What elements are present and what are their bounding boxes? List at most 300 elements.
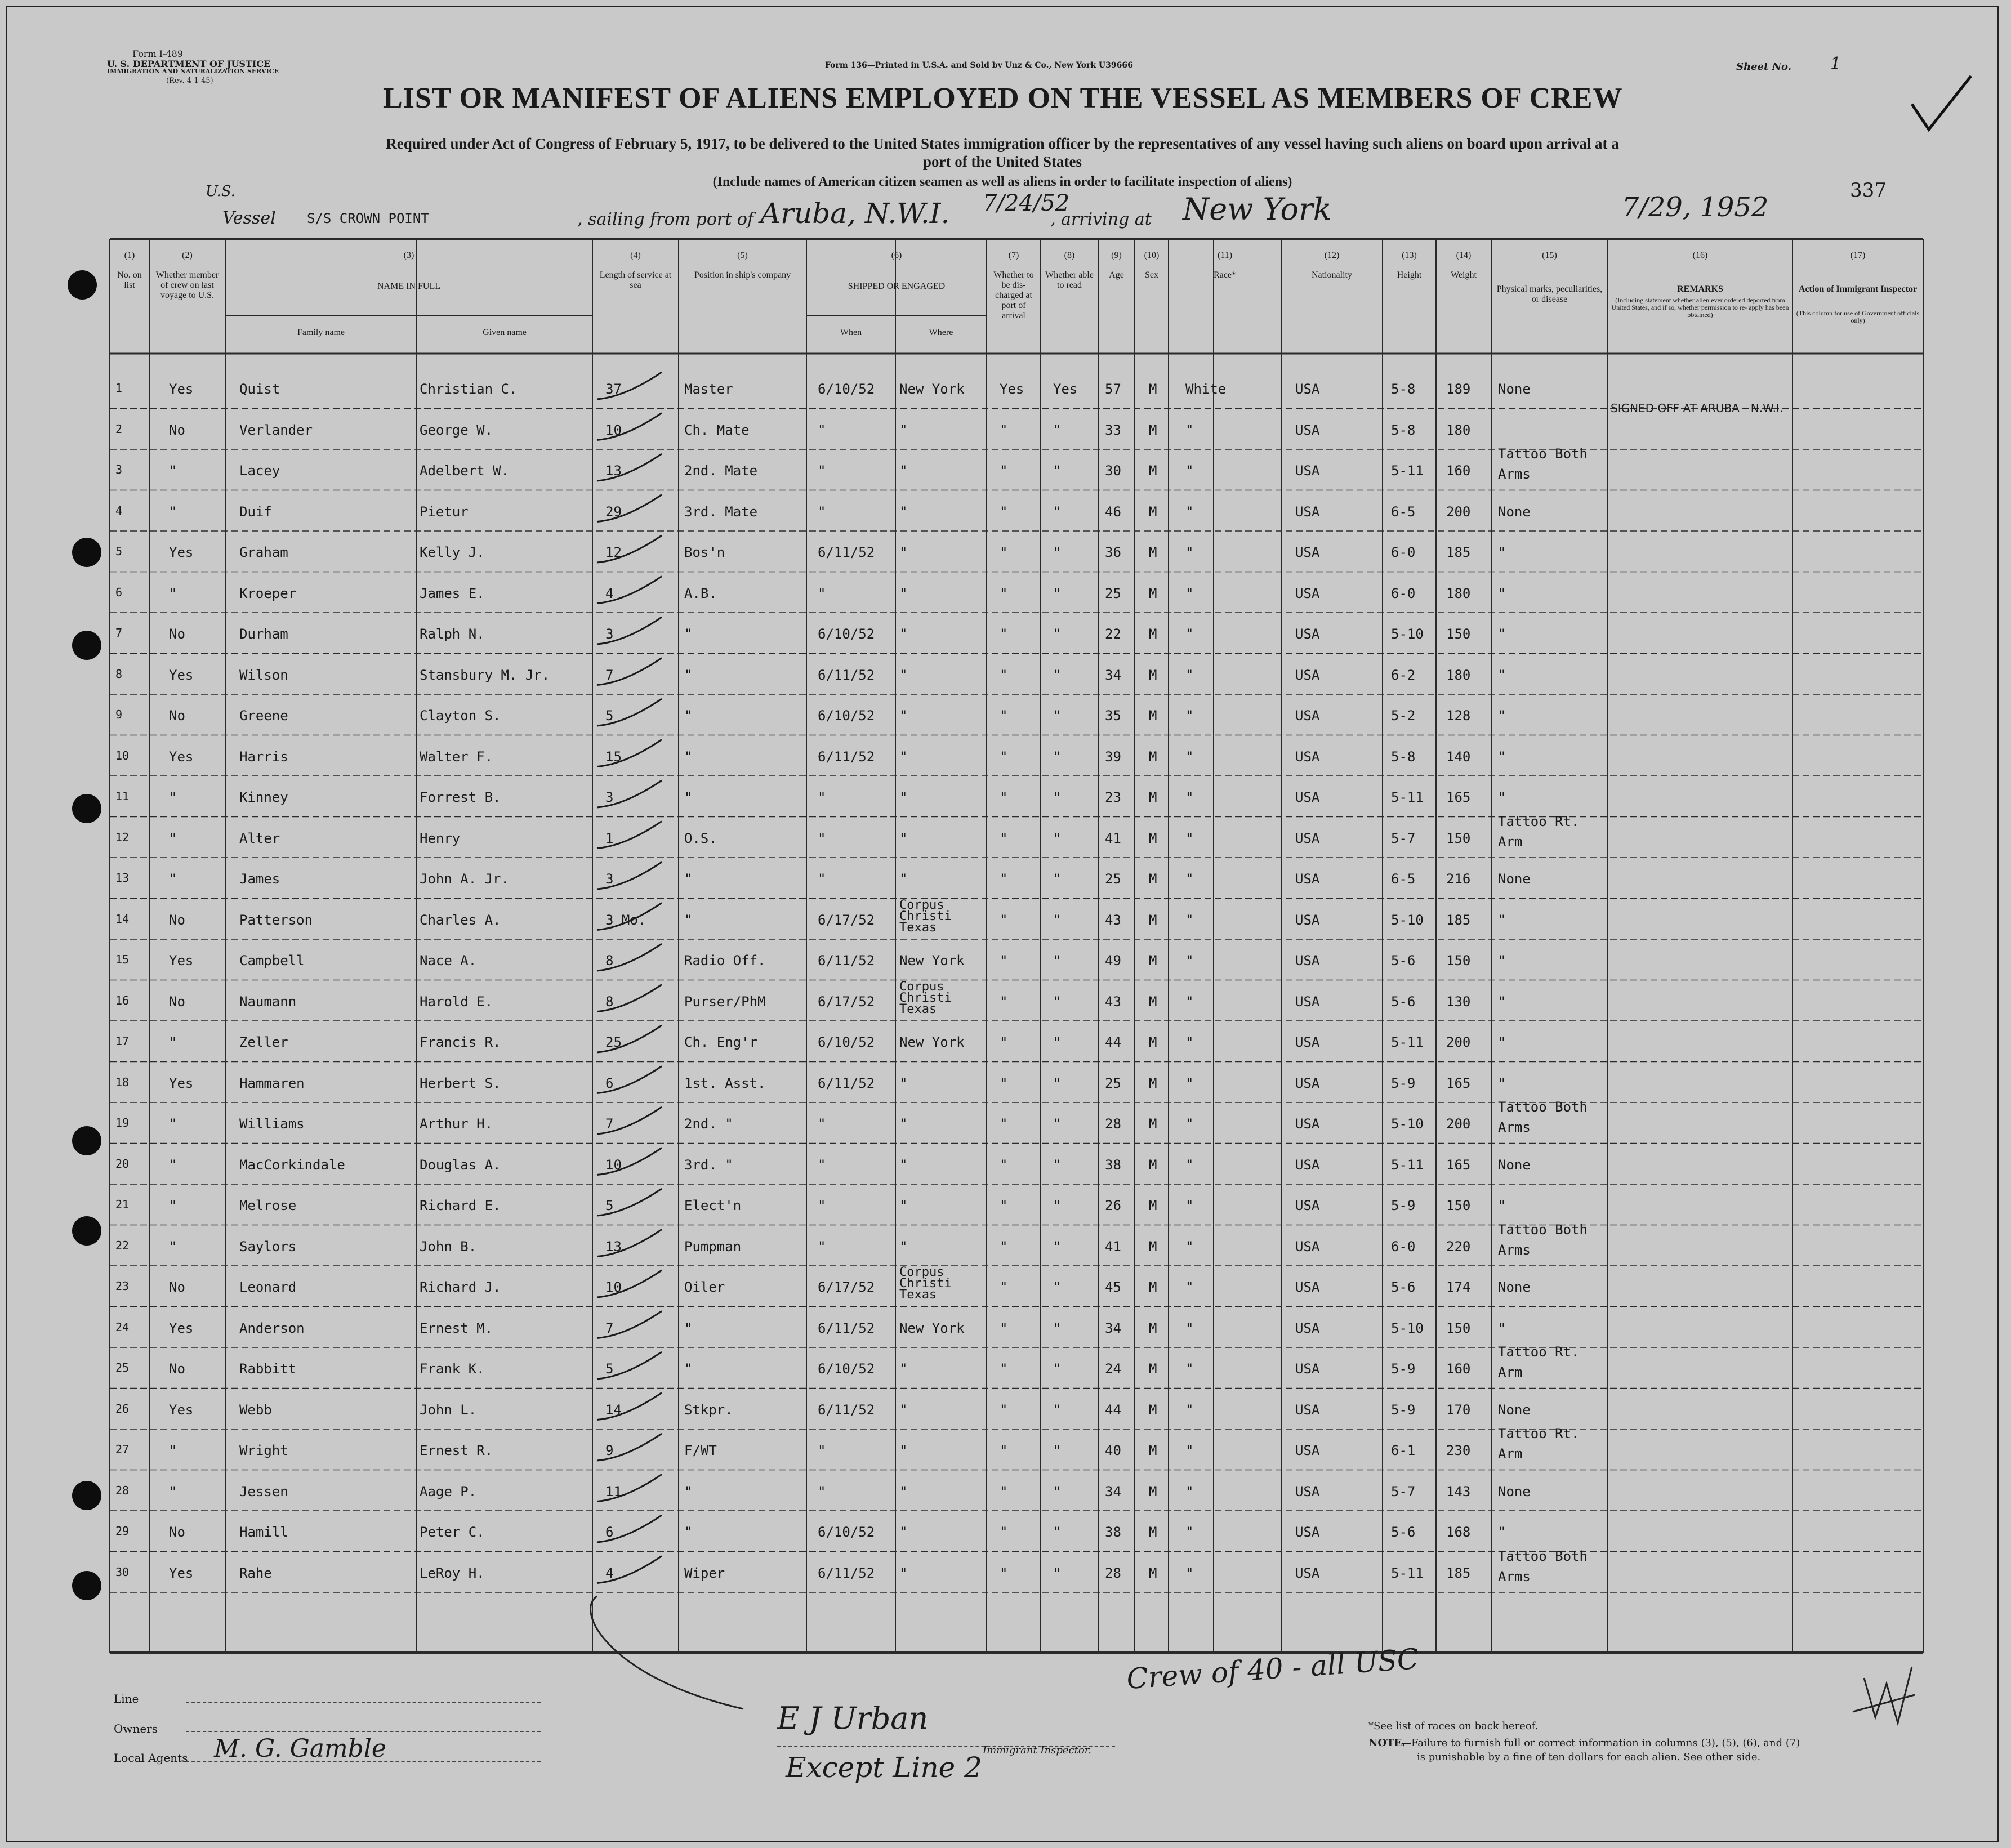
discharge: ": [1000, 463, 1008, 479]
column-header: Nationality: [1312, 270, 1352, 280]
last-voyage: No: [169, 993, 185, 1010]
race: ": [1185, 1198, 1194, 1213]
shipped-when: 6/11/52: [818, 748, 875, 765]
sex: M: [1149, 1116, 1157, 1132]
discharge: ": [1000, 1198, 1008, 1213]
nationality: USA: [1295, 789, 1320, 805]
height: 6-0: [1391, 1238, 1416, 1255]
shipped-when: ": [818, 1443, 826, 1458]
sailing-label: , sailing from port of: [577, 209, 754, 229]
nationality: USA: [1295, 585, 1320, 601]
weight: 165: [1446, 789, 1471, 805]
discharge: ": [1000, 1034, 1008, 1050]
race: ": [1185, 544, 1194, 560]
shipped-where: Corpus Christi Texas: [899, 898, 952, 935]
subtitle-line3: (Include names of American citizen seamen as well as aliens in order to facilitate inspection of aliens): [712, 175, 1292, 189]
last-voyage: No: [169, 1361, 185, 1377]
weight: 220: [1446, 1238, 1471, 1255]
able-to-read: ": [1053, 830, 1062, 846]
shipped-where: ": [899, 585, 908, 601]
check-icon: [1912, 76, 1971, 130]
age: 30: [1105, 463, 1121, 479]
able-to-read: ": [1053, 953, 1062, 968]
physical-marks: ": [1498, 1075, 1506, 1091]
shipped-where: Corpus Christi Texas: [899, 1265, 952, 1302]
given-name: Herbert S.: [420, 1075, 501, 1091]
weight: 140: [1446, 748, 1471, 765]
discharge: ": [1000, 1320, 1008, 1336]
physical-marks: ": [1498, 1524, 1506, 1540]
weight: 185: [1446, 912, 1471, 928]
physical-marks: Tattoo Rt. Arm: [1498, 1344, 1580, 1380]
row-number: 20: [115, 1157, 130, 1171]
row-number: 28: [115, 1483, 130, 1497]
physical-marks: ": [1498, 912, 1506, 928]
position: ": [684, 626, 693, 642]
age: 28: [1105, 1565, 1121, 1581]
sex: M: [1149, 993, 1157, 1010]
row-number: 27: [115, 1443, 130, 1456]
given-name: Nace A.: [420, 953, 477, 968]
discharge: ": [1000, 1279, 1008, 1295]
given-name: Ralph N.: [420, 626, 485, 642]
shipped-when: 6/10/52: [818, 626, 875, 642]
nationality: USA: [1295, 953, 1320, 968]
row-number: 25: [115, 1361, 130, 1374]
discharge: Yes: [1000, 381, 1024, 397]
shipped-where: ": [899, 1238, 908, 1255]
discharge: ": [1000, 1483, 1008, 1499]
shipped-where: ": [899, 544, 908, 560]
last-voyage: ": [169, 871, 177, 887]
column-header: Action of Immigrant Inspector: [1798, 284, 1918, 294]
shipped-where: ": [899, 1483, 908, 1499]
shipped-when: 6/10/52: [818, 1034, 875, 1050]
able-to-read: ": [1053, 1565, 1062, 1581]
sex: M: [1149, 1075, 1157, 1091]
position: ": [684, 1361, 693, 1377]
service-length: 8: [605, 993, 614, 1010]
sex: M: [1149, 503, 1157, 520]
family-name: Verlander: [239, 422, 313, 438]
position: Purser/PhM: [684, 993, 766, 1010]
race: ": [1185, 1238, 1194, 1255]
sailing-port: Aruba, N.W.I.: [760, 197, 950, 230]
sex: M: [1149, 912, 1157, 928]
department: U. S. DEPARTMENT OF JUSTICE: [107, 59, 271, 69]
shipped-where: ": [899, 1075, 908, 1091]
position: Oiler: [684, 1279, 725, 1295]
sex: M: [1149, 1401, 1157, 1418]
nationality: USA: [1295, 1034, 1320, 1050]
age: 23: [1105, 789, 1121, 805]
position: ": [684, 667, 693, 683]
given-name: John A. Jr.: [420, 871, 509, 887]
shipped-when: ": [818, 1116, 826, 1132]
column-note: (Including statement whether alien ever ordered deported from United States, and if so, whether permission to re- apply has been obtained): [1611, 296, 1789, 319]
physical-marks: None: [1498, 381, 1531, 397]
discharge: ": [1000, 953, 1008, 968]
column-number: (3): [403, 251, 414, 260]
row-number: 23: [115, 1279, 130, 1293]
note-text: —Failure to furnish full or correct information in columns (3), (5), (6), and (7): [1401, 1737, 1800, 1749]
physical-marks: ": [1498, 626, 1506, 642]
shipped-where: ": [899, 1116, 908, 1132]
shipped-when: ": [818, 1198, 826, 1213]
weight: 128: [1446, 708, 1471, 724]
service-name: IMMIGRATION AND NATURALIZATION SERVICE: [107, 68, 279, 75]
row-number: 8: [115, 667, 123, 681]
family-name: Durham: [239, 626, 288, 642]
discharge: ": [1000, 789, 1008, 805]
given-name: John B.: [420, 1238, 477, 1255]
column-header: Whether able to read: [1045, 270, 1094, 290]
race: White: [1185, 381, 1227, 397]
sheet-label: Sheet No.: [1736, 61, 1791, 73]
height: 5-10: [1391, 1320, 1424, 1336]
row-number: 6: [115, 585, 123, 599]
sex: M: [1149, 1320, 1157, 1336]
line-rule: [186, 1702, 541, 1703]
service-length: 10: [605, 422, 622, 438]
weight: 143: [1446, 1483, 1471, 1499]
sex: M: [1149, 871, 1157, 887]
physical-marks: None: [1498, 871, 1531, 887]
given-name: Richard E.: [420, 1198, 501, 1213]
race: ": [1185, 626, 1194, 642]
weight: 180: [1446, 422, 1471, 438]
position: Radio Off.: [684, 953, 766, 968]
service-length: 9: [605, 1443, 614, 1458]
able-to-read: ": [1053, 708, 1062, 724]
age: 26: [1105, 1198, 1121, 1213]
given-name: Peter C.: [420, 1524, 485, 1540]
given-name: Adelbert W.: [420, 463, 509, 479]
crew-note: Crew of 40 - all USC: [1125, 1642, 1420, 1696]
age: 39: [1105, 748, 1121, 765]
stamp-number: 337: [1850, 179, 1887, 202]
service-length: 29: [605, 503, 622, 520]
race: ": [1185, 1320, 1194, 1336]
nationality: USA: [1295, 1320, 1320, 1336]
shipped-where: ": [899, 1565, 908, 1581]
weight: 189: [1446, 381, 1471, 397]
age: 25: [1105, 871, 1121, 887]
age: 44: [1105, 1034, 1121, 1050]
family-name: Melrose: [239, 1198, 297, 1213]
sex: M: [1149, 381, 1157, 397]
column-number: (2): [182, 251, 193, 260]
height: 6-5: [1391, 871, 1416, 887]
able-to-read: ": [1053, 1198, 1062, 1213]
physical-marks: ": [1498, 993, 1506, 1010]
row-number: 1: [115, 381, 123, 395]
service-length: 8: [605, 953, 614, 968]
height: 5-9: [1391, 1198, 1416, 1213]
last-voyage: ": [169, 463, 177, 479]
discharge: ": [1000, 748, 1008, 765]
shipped-when: 6/10/52: [818, 381, 875, 397]
last-voyage: ": [169, 1198, 177, 1213]
discharge: ": [1000, 912, 1008, 928]
family-name: Hamill: [239, 1524, 288, 1540]
able-to-read: ": [1053, 871, 1062, 887]
row-number: 13: [115, 871, 130, 885]
family-name: Campbell: [239, 953, 305, 968]
last-voyage: ": [169, 1238, 177, 1255]
row-number: 26: [115, 1401, 130, 1416]
position: ": [684, 1483, 693, 1499]
able-to-read: ": [1053, 1483, 1062, 1499]
nationality: USA: [1295, 1157, 1320, 1173]
sex: M: [1149, 830, 1157, 846]
able-to-read: ": [1053, 1443, 1062, 1458]
races-note: *See list of races on back hereof.: [1368, 1720, 1539, 1732]
row-number: 29: [115, 1524, 130, 1538]
race: ": [1185, 912, 1194, 928]
last-voyage: No: [169, 1524, 185, 1540]
service-length: 10: [605, 1279, 622, 1295]
last-voyage: ": [169, 1443, 177, 1458]
physical-marks: ": [1498, 708, 1506, 724]
height: 6-5: [1391, 503, 1416, 520]
column-number: (13): [1402, 251, 1417, 260]
sex: M: [1149, 748, 1157, 765]
race: ": [1185, 871, 1194, 887]
able-to-read: ": [1053, 789, 1062, 805]
age: 49: [1105, 953, 1121, 968]
last-voyage: Yes: [169, 1401, 194, 1418]
agents-value: M. G. Gamble: [214, 1734, 386, 1763]
last-voyage: Yes: [169, 1565, 194, 1581]
shipped-where: ": [899, 871, 908, 887]
position: ": [684, 748, 693, 765]
inspector-note: Except Line 2: [786, 1751, 982, 1784]
column-subheader: When: [840, 328, 862, 337]
row-number: 18: [115, 1075, 130, 1089]
column-number: (15): [1542, 251, 1557, 260]
row-number: 15: [115, 953, 130, 966]
shipped-where: ": [899, 1443, 908, 1458]
race: ": [1185, 1116, 1194, 1132]
given-name: Henry: [420, 830, 461, 846]
weight: 180: [1446, 667, 1471, 683]
column-header: Whether to be dis- charged at port of arrival: [993, 270, 1034, 320]
shipped-when: 6/11/52: [818, 667, 875, 683]
physical-marks: None: [1498, 1279, 1531, 1295]
sheet-number: 1: [1830, 54, 1841, 74]
age: 43: [1105, 993, 1121, 1010]
shipped-where: New York: [899, 953, 965, 968]
age: 41: [1105, 1238, 1121, 1255]
revision: (Rev. 4-1-45): [166, 77, 213, 85]
able-to-read: Yes: [1053, 381, 1078, 397]
owners-label: Owners: [114, 1722, 158, 1735]
last-voyage: No: [169, 626, 185, 642]
shipped-when: ": [818, 1157, 826, 1173]
row-number: 9: [115, 708, 123, 721]
given-name: Forrest B.: [420, 789, 501, 805]
physical-marks: None: [1498, 503, 1531, 520]
sex: M: [1149, 585, 1157, 601]
age: 25: [1105, 585, 1121, 601]
race: ": [1185, 953, 1194, 968]
able-to-read: ": [1053, 1524, 1062, 1540]
able-to-read: ": [1053, 503, 1062, 520]
race: ": [1185, 667, 1194, 683]
nationality: USA: [1295, 708, 1320, 724]
last-voyage: Yes: [169, 748, 194, 765]
position: 3rd. ": [684, 1157, 733, 1173]
column-number: (11): [1217, 251, 1233, 260]
last-voyage: No: [169, 912, 185, 928]
discharge: ": [1000, 1401, 1008, 1418]
able-to-read: ": [1053, 1116, 1062, 1132]
family-name: Patterson: [239, 912, 313, 928]
nationality: USA: [1295, 1401, 1320, 1418]
position: 3rd. Mate: [684, 503, 758, 520]
row-number: 19: [115, 1116, 130, 1130]
row-number: 30: [115, 1565, 130, 1579]
subtitle-line2: port of the United States: [923, 153, 1082, 170]
row-number: 17: [115, 1034, 130, 1048]
shipped-when: 6/11/52: [818, 953, 875, 968]
nationality: USA: [1295, 748, 1320, 765]
shipped-where: ": [899, 503, 908, 520]
column-header: Sex: [1145, 270, 1158, 280]
sex: M: [1149, 544, 1157, 560]
discharge: ": [1000, 503, 1008, 520]
service-length: 10: [605, 1157, 622, 1173]
race: ": [1185, 748, 1194, 765]
column-number: (6): [891, 251, 902, 260]
age: 41: [1105, 830, 1121, 846]
service-length: 7: [605, 1116, 614, 1132]
race: ": [1185, 1401, 1194, 1418]
family-name: James: [239, 871, 280, 887]
height: 5-11: [1391, 1034, 1424, 1050]
family-name: Greene: [239, 708, 288, 724]
able-to-read: ": [1053, 993, 1062, 1010]
printer-line: Form 136—Printed in U.S.A. and Sold by Unz & Co., New York U39666: [825, 61, 1133, 70]
weight: 180: [1446, 585, 1471, 601]
service-length: 14: [605, 1401, 622, 1418]
position: 1st. Asst.: [684, 1075, 766, 1091]
column-number: (4): [630, 251, 641, 260]
column-number: (5): [737, 251, 748, 260]
height: 5-7: [1391, 830, 1416, 846]
position: 2nd. Mate: [684, 463, 758, 479]
able-to-read: ": [1053, 1361, 1062, 1377]
height: 5-8: [1391, 748, 1416, 765]
remarks: SIGNED OFF AT ARUBA - N.W.I.: [1611, 401, 1783, 415]
given-name: LeRoy H.: [420, 1565, 485, 1581]
given-name: Walter F.: [420, 748, 493, 765]
shipped-when: 6/11/52: [818, 1320, 875, 1336]
service-length: 13: [605, 463, 622, 479]
shipped-when: 6/11/52: [818, 1565, 875, 1581]
nationality: USA: [1295, 503, 1320, 520]
shipped-where: ": [899, 1198, 908, 1213]
nationality: USA: [1295, 544, 1320, 560]
last-voyage: Yes: [169, 1075, 194, 1091]
nationality: USA: [1295, 1443, 1320, 1458]
position: Stkpr.: [684, 1401, 733, 1418]
position: Elect'n: [684, 1198, 742, 1213]
physical-marks: ": [1498, 953, 1506, 968]
family-name: Wilson: [239, 667, 288, 683]
column-number: (17): [1850, 251, 1866, 260]
row-number: 24: [115, 1320, 130, 1334]
weight: 150: [1446, 1198, 1471, 1213]
shipped-when: ": [818, 422, 826, 438]
column-number: (1): [124, 251, 135, 260]
physical-marks: None: [1498, 1157, 1531, 1173]
given-name: Douglas A.: [420, 1157, 501, 1173]
weight: 165: [1446, 1075, 1471, 1091]
service-length: 7: [605, 1320, 614, 1336]
race: ": [1185, 789, 1194, 805]
shipped-when: ": [818, 871, 826, 887]
discharge: ": [1000, 1443, 1008, 1458]
height: 5-11: [1391, 1565, 1424, 1581]
sex: M: [1149, 667, 1157, 683]
nationality: USA: [1295, 1524, 1320, 1540]
column-header: Position in ship's company: [694, 270, 791, 280]
inspector-label: Immigrant Inspector.: [983, 1744, 1092, 1756]
service-length: 12: [605, 544, 622, 560]
family-name: Alter: [239, 830, 280, 846]
shipped-when: 6/17/52: [818, 912, 875, 928]
discharge: ": [1000, 422, 1008, 438]
agents-label: Local Agents: [114, 1751, 188, 1765]
weight: 174: [1446, 1279, 1471, 1295]
shipped-when: 6/11/52: [818, 544, 875, 560]
shipped-when: 6/17/52: [818, 993, 875, 1010]
sex: M: [1149, 463, 1157, 479]
last-voyage: ": [169, 830, 177, 846]
position: F/WT: [684, 1443, 717, 1458]
physical-marks: Tattoo Both Arms: [1498, 1099, 1588, 1135]
column-note: (This column for use of Government officials only): [1796, 309, 1920, 324]
position: Ch. Eng'r: [684, 1034, 758, 1050]
last-voyage: Yes: [169, 1320, 194, 1336]
row-number: 3: [115, 463, 123, 476]
able-to-read: ": [1053, 1279, 1062, 1295]
shipped-when: ": [818, 463, 826, 479]
service-length: 1: [605, 830, 614, 846]
service-length: 6: [605, 1075, 614, 1091]
position: 2nd. ": [684, 1116, 733, 1132]
sex: M: [1149, 626, 1157, 642]
shipped-where: ": [899, 830, 908, 846]
race: ": [1185, 463, 1194, 479]
inspector-signature: E J Urban: [777, 1700, 929, 1736]
race: ": [1185, 1279, 1194, 1295]
service-length: 25: [605, 1034, 622, 1050]
race: ": [1185, 1075, 1194, 1091]
position: Wiper: [684, 1565, 725, 1581]
family-name: Zeller: [239, 1034, 288, 1050]
column-header: NAME IN FULL: [377, 282, 440, 291]
physical-marks: Tattoo Both Arms: [1498, 1221, 1588, 1258]
nationality: USA: [1295, 1116, 1320, 1132]
able-to-read: ": [1053, 1320, 1062, 1336]
discharge: ": [1000, 1116, 1008, 1132]
able-to-read: ": [1053, 667, 1062, 683]
vessel-label: Vessel: [222, 208, 276, 228]
discharge: ": [1000, 626, 1008, 642]
